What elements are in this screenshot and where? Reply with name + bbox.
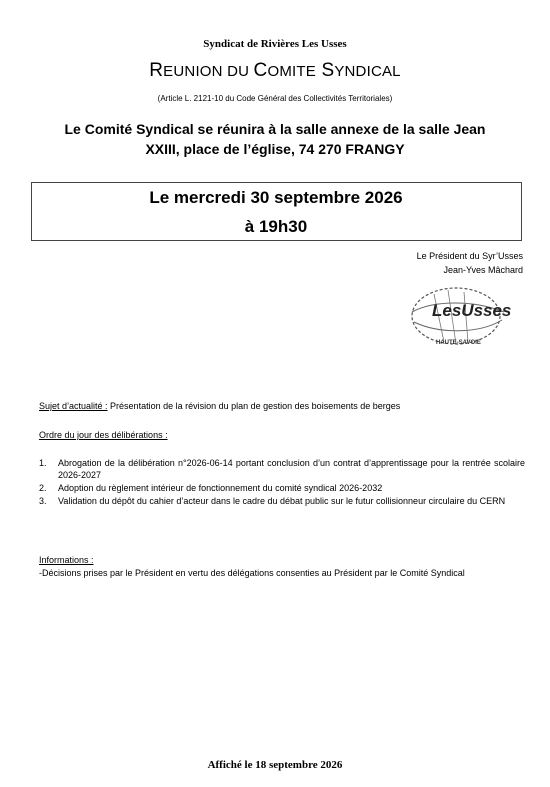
agenda-heading: Ordre du jour des délibérations :	[39, 430, 168, 440]
venue-line-2: XXIII, place de l’église, 74 270 FRANGY	[145, 141, 405, 157]
president-name: Jean-Yves Mâchard	[443, 265, 523, 275]
president-role: Le Président du Syr’Usses	[416, 251, 523, 261]
posted-date: Affiché le 18 septembre 2026	[207, 759, 343, 771]
syndicate-stamp-logo	[404, 282, 516, 352]
svg-text:HAUTE-SAVOIE: HAUTE-SAVOIE	[436, 340, 481, 346]
current-topic-label: Sujet d’actualité :	[39, 401, 108, 411]
meeting-time: à 19h30	[244, 217, 308, 236]
venue-statement	[40, 119, 510, 159]
agenda-item: 3. Validation du dépôt du cahier d’acteur dans le cadre du débat public sur le futur collisionneur circulaire du CERN	[39, 496, 506, 506]
organization-name: Syndicat de Rivières Les Usses	[203, 38, 347, 50]
svg-text:LesUsses: LesUsses	[432, 301, 512, 320]
informations-heading: Informations :	[39, 555, 94, 565]
current-topic-text: Présentation de la révision du plan de gestion des boisements de berges	[107, 401, 401, 411]
agenda-item: 1. Abrogation de la délibération n°2026-06-14 portant conclusion d’un contrat d’apprentissage pour la rentrée scolaire 2026-2027	[39, 458, 525, 480]
informations-text: -Décisions prises par le Président en vertu des délégations consenties au Président par le Comité Syndical	[39, 568, 465, 578]
stamp-logo-graphic	[404, 282, 516, 352]
agenda-item: 2. Adoption du règlement intérieur de fonctionnement du comité syndical 2026-2032	[39, 483, 383, 493]
meeting-date: Le mercredi 30 septembre 2026	[149, 188, 403, 207]
agenda-list	[39, 457, 525, 508]
current-topic	[39, 401, 529, 411]
signature-block	[417, 249, 523, 277]
article-reference: (Article L. 2121-10 du Code Général des Collectivités Territoriales)	[157, 94, 393, 103]
venue-line-1: Le Comité Syndical se réunira à la salle annexe de la salle Jean	[64, 121, 486, 137]
box-bottom-border	[31, 240, 521, 241]
document-title: REUNION DU COMITE SYNDICAL	[149, 60, 401, 81]
meeting-date-box	[31, 182, 522, 241]
